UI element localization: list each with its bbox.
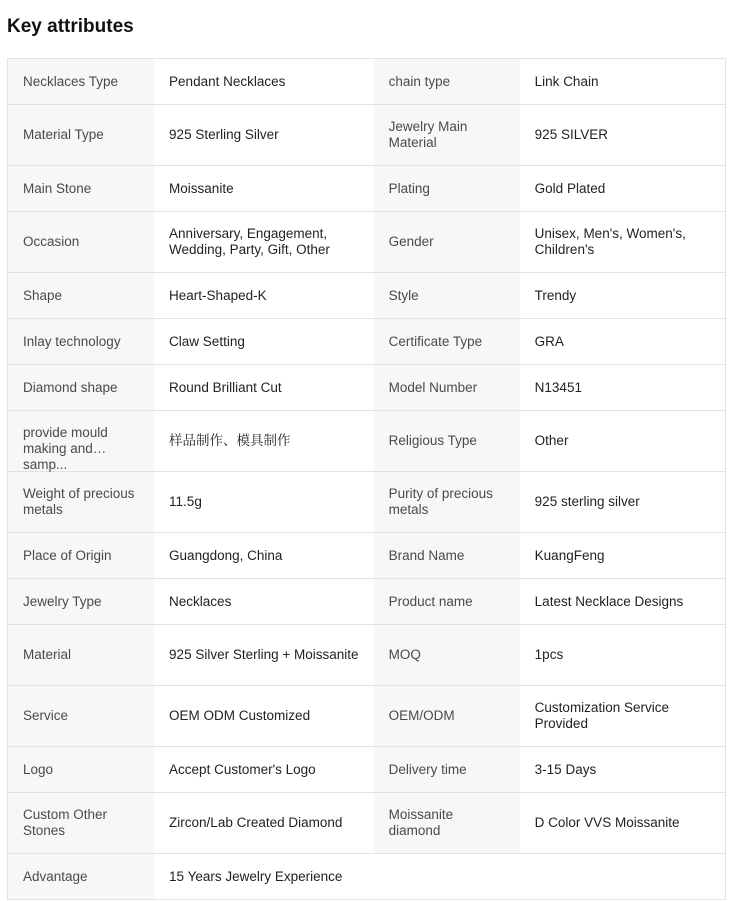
attribute-key-text: Occasion [23, 234, 80, 249]
section-title: Key attributes [7, 16, 134, 37]
attribute-key-text: Product name [388, 593, 473, 609]
attribute-key-text: Necklaces Type [23, 73, 119, 89]
table-row [8, 533, 726, 579]
attribute-key-text: Diamond shape [23, 379, 118, 395]
attribute-key-text: Style [388, 287, 419, 303]
attribute-value [154, 166, 374, 212]
attribute-value [520, 319, 726, 365]
attribute-value-text: Necklaces [169, 593, 232, 609]
attribute-value-text: GRA [534, 333, 564, 349]
attribute-value-text: Zircon/Lab Created Diamond [169, 815, 343, 830]
attribute-key [8, 411, 155, 472]
attribute-key-text: Delivery time [388, 761, 467, 777]
attribute-key-text: Jewelry Type [23, 593, 102, 609]
attribute-value-text: 925 Sterling Silver [169, 127, 279, 142]
table-row [8, 273, 726, 319]
attribute-value [154, 365, 374, 411]
attribute-value-text: Latest Necklace Designs [534, 593, 684, 609]
attributes-table-body [8, 59, 726, 900]
attribute-value-text: Gold Plated [534, 180, 606, 196]
attribute-key-text: Plating [388, 180, 430, 196]
attribute-value [520, 273, 726, 319]
attribute-value-text: Moissanite [169, 180, 234, 196]
attribute-value [154, 747, 374, 793]
attribute-key [8, 854, 155, 900]
table-row [8, 472, 726, 533]
attribute-value [520, 105, 726, 166]
attribute-value-text: 3-15 Days [534, 761, 597, 777]
attribute-value [520, 747, 726, 793]
attribute-value-text: 1pcs [534, 647, 564, 662]
attribute-value-text: N13451 [534, 379, 582, 395]
attribute-value [154, 212, 374, 273]
attribute-key-text: Shape [23, 287, 63, 303]
attribute-key-text: Inlay technology [23, 333, 121, 349]
attribute-value [154, 854, 374, 900]
table-row [8, 625, 726, 686]
attribute-key-text: Main Stone [23, 180, 92, 196]
attribute-value [520, 625, 726, 686]
table-row [8, 686, 726, 747]
attribute-value-text: 925 Silver Sterling + Moissanite [169, 647, 359, 662]
attribute-key [374, 319, 520, 365]
attribute-key-text: Jewelry Main Material [388, 119, 468, 150]
attribute-key [8, 59, 155, 105]
attribute-key-text: Logo [23, 761, 54, 777]
attribute-value-text: 925 sterling silver [534, 494, 640, 509]
attribute-key [8, 533, 155, 579]
attribute-key [374, 625, 520, 686]
table-row [8, 411, 726, 472]
attribute-key [374, 166, 520, 212]
attribute-key [8, 472, 155, 533]
attribute-key-text: chain type [388, 73, 451, 89]
attribute-key-text: Place of Origin [23, 547, 112, 563]
attribute-key [8, 365, 155, 411]
table-row [8, 166, 726, 212]
attribute-key [374, 411, 520, 472]
attribute-key-text: Service [23, 708, 69, 723]
attribute-value-text: D Color VVS Moissanite [534, 815, 680, 830]
attribute-key [8, 747, 155, 793]
attribute-value-text: Accept Customer's Logo [169, 761, 316, 777]
attribute-value-text: 11.5g [169, 494, 202, 509]
attribute-value [154, 686, 374, 747]
attribute-value [154, 579, 374, 625]
attribute-key-text: Weight of precious metals [23, 486, 135, 517]
attribute-value-text: Link Chain [534, 73, 599, 89]
attribute-key [374, 472, 520, 533]
attribute-key-text: Certificate Type [388, 333, 483, 349]
table-row [8, 105, 726, 166]
table-row [8, 747, 726, 793]
attribute-key [374, 273, 520, 319]
attribute-value-text: Anniversary, Engagement, Wedding, Party, Gift, Other [169, 226, 330, 257]
empty-cell [374, 854, 726, 900]
attribute-value [520, 59, 726, 105]
attribute-value [520, 533, 726, 579]
table-row [8, 59, 726, 105]
table-row [8, 212, 726, 273]
attribute-value [520, 411, 726, 472]
attribute-key [8, 793, 155, 854]
attribute-value-text: Guangdong, China [169, 547, 283, 563]
attribute-key [8, 319, 155, 365]
attribute-value [520, 472, 726, 533]
attribute-key [374, 533, 520, 579]
attribute-key [374, 579, 520, 625]
attribute-key [8, 579, 155, 625]
table-row [8, 319, 726, 365]
attribute-key [8, 105, 155, 166]
attribute-value [154, 59, 374, 105]
attribute-key-text: Material [23, 647, 72, 662]
attribute-value [154, 411, 374, 472]
attribute-key-text: Religious Type [388, 433, 477, 448]
attribute-value [520, 212, 726, 273]
attribute-value [154, 105, 374, 166]
attribute-value [154, 319, 374, 365]
attribute-key [374, 793, 520, 854]
attribute-key-text: Gender [388, 234, 434, 249]
attribute-value-text: Heart-Shaped-K [169, 287, 267, 303]
attribute-key [8, 212, 155, 273]
attribute-key [8, 625, 155, 686]
attribute-value [154, 273, 374, 319]
attribute-value [154, 533, 374, 579]
attribute-key [374, 365, 520, 411]
attribute-value-text: Customization Service Provided [534, 700, 669, 731]
attribute-value-text: 925 SILVER [534, 127, 608, 142]
attribute-key [8, 166, 155, 212]
attribute-value [520, 365, 726, 411]
attribute-key-text: MOQ [388, 647, 421, 662]
attribute-value-text: 15 Years Jewelry Experience [169, 868, 343, 884]
attribute-value-text: Other [534, 433, 569, 448]
attribute-key-text: Custom Other Stones [23, 807, 108, 838]
attribute-value-text: OEM ODM Customized [169, 708, 311, 723]
attribute-value-text: Pendant Necklaces [169, 73, 286, 89]
attribute-value [520, 579, 726, 625]
attribute-key-text: Advantage [23, 868, 88, 884]
attribute-key [374, 747, 520, 793]
attribute-key-text: Material Type [23, 127, 104, 142]
attribute-key-text: Brand Name [388, 547, 465, 563]
table-row [8, 365, 726, 411]
attribute-key-text: OEM/ODM [388, 708, 455, 723]
attribute-key [8, 686, 155, 747]
attribute-key-text: Moissanite diamond [388, 807, 454, 838]
attribute-value-text: 样品制作、模具制作 [169, 433, 291, 448]
table-row [8, 854, 726, 900]
attribute-key [374, 59, 520, 105]
attribute-value [154, 793, 374, 854]
attribute-key [8, 273, 155, 319]
attribute-key-text: Purity of precious metals [388, 486, 493, 517]
attribute-key [374, 686, 520, 747]
attribute-key-text: Model Number [388, 379, 478, 395]
table-row [8, 579, 726, 625]
attribute-key [374, 105, 520, 166]
attribute-value [520, 166, 726, 212]
attributes-table [7, 58, 726, 900]
attribute-value [154, 625, 374, 686]
attribute-value [520, 686, 726, 747]
attribute-value-text: Round Brilliant Cut [169, 379, 282, 395]
attribute-key-text: provide mould making and samp... [23, 425, 108, 472]
attribute-value-text: Unisex, Men's, Women's, Children's [534, 226, 686, 257]
attribute-value-text: KuangFeng [534, 547, 605, 563]
attribute-value [154, 472, 374, 533]
attribute-value-text: Trendy [534, 287, 577, 303]
attribute-key [374, 212, 520, 273]
attribute-value [520, 793, 726, 854]
attribute-value-text: Claw Setting [169, 333, 245, 349]
table-row [8, 793, 726, 854]
